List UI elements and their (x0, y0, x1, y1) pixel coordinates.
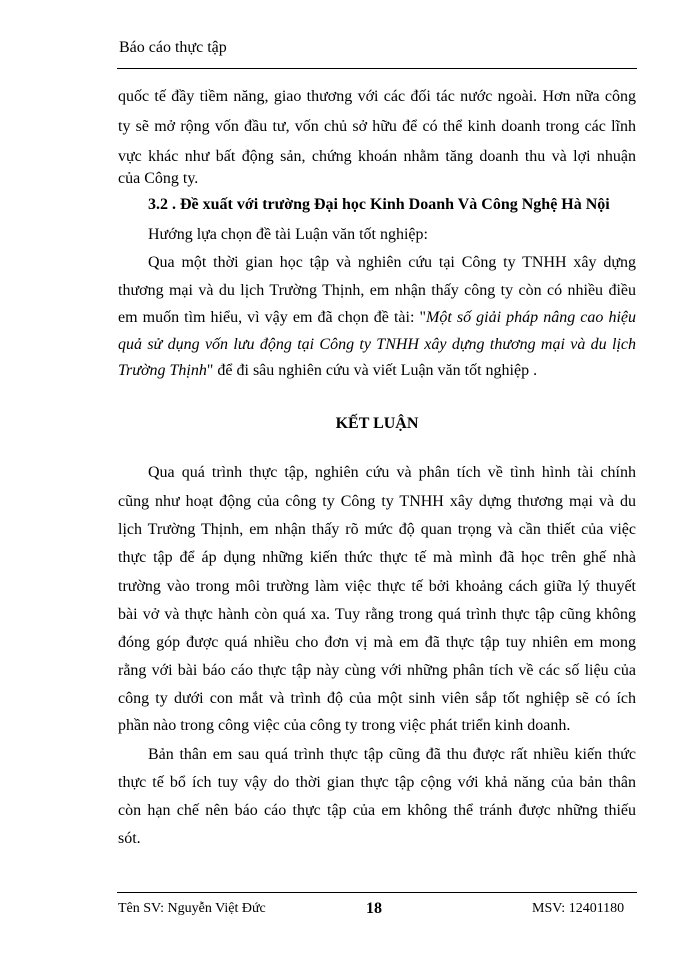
conclusion-p1-line: công ty dưới con mắt và trình độ của một sinh viên sắp tốt nghiệp sẽ có ích (118, 690, 636, 707)
page-number: 18 (366, 900, 382, 917)
conclusion-p2-line: còn hạn chế nên báo cáo thực tập của em không thể tránh được những thiếu (118, 802, 636, 819)
topic-title-part-3: Trường Thịnh (118, 362, 207, 379)
header-divider (117, 68, 637, 69)
conclusion-p1-line: trường vào trong môi trường làm việc thực tế bởi khoảng cách giữa lý thuyết (118, 578, 636, 595)
para2-line-3-normal: em muốn tìm hiểu, vì vậy em đã chọn đề tài: " (118, 309, 427, 326)
section-heading: 3.2 . Đề xuất với trường Đại học Kinh Doanh Và Công Nghệ Hà Nội (148, 196, 610, 213)
conclusion-p1-line: Qua quá trình thực tập, nghiên cứu và phân tích về tình hình tài chính (148, 464, 636, 481)
intro-line: Hướng lựa chọn đề tài Luận văn tốt nghiệp: (148, 226, 428, 243)
page-header-title: Báo cáo thực tập (119, 39, 227, 56)
topic-title-part-1: Một số giải pháp nâng cao hiệu (426, 309, 636, 326)
footer-student-id: MSV: 12401180 (532, 901, 625, 916)
para2-line-2: thương mại và du lịch Trường Thịnh, em nhận thấy công ty còn có nhiều điều (118, 282, 636, 299)
conclusion-p2-line: Bản thân em sau quá trình thực tập cũng đã thu được rất nhiều kiến thức (148, 746, 636, 763)
conclusion-title: KẾT LUẬN (335, 415, 419, 432)
body-line: vực khác như bất động sản, chứng khoán nhằm tăng doanh thu và lợi nhuận (118, 148, 636, 165)
conclusion-p2-line: thực tế bổ ích tuy vậy do thời gian thực tập cộng với khả năng của bản thân (118, 774, 636, 791)
body-line: quốc tế đầy tiềm năng, giao thương với các đối tác nước ngoài. Hơn nữa công (118, 88, 636, 105)
para2-line-3 (118, 308, 636, 328)
conclusion-p1-line: lịch Trường Thịnh, em nhận thấy rõ mức độ quan trọng và cần thiết của việc (118, 521, 636, 538)
conclusion-p1-line: thực tập để áp dụng những kiến thức thực tế mà mình đã học trên ghế nhà (118, 549, 636, 566)
topic-title-part-2: quả sử dụng vốn lưu động tại Công ty TNHH xây dựng thương mại và du lịch (118, 336, 636, 353)
conclusion-p1-line: cũng như hoạt động của công ty Công ty TNHH xây dựng thương mại và du (118, 493, 636, 510)
footer-student-name: Tên SV: Nguyễn Việt Đức (118, 901, 266, 916)
para2-line-1: Qua một thời gian học tập và nghiên cứu tại Công ty TNHH xây dựng (148, 254, 636, 271)
footer-divider (117, 892, 637, 893)
body-line: của Công ty. (118, 170, 199, 187)
para2-line-5-normal: " để đi sâu nghiên cứu và viết Luận văn tốt nghiệp . (206, 362, 538, 379)
para2-line-5 (118, 361, 636, 381)
conclusion-p2-line: sót. (118, 830, 141, 847)
conclusion-p1-line: rằng với bài báo cáo thực tập này cùng với những phân tích về các số liệu của (118, 662, 636, 679)
conclusion-p1-line: bài vở và thực hành còn quá xa. Tuy rằng trong quá trình thực tập cũng không (118, 606, 636, 623)
conclusion-p1-line: phần nào trong công việc của công ty trong việc phát triển kinh doanh. (118, 717, 571, 734)
body-line: ty sẽ mở rộng vốn đầu tư, vốn chủ sở hữu để có thể kinh doanh trong các lĩnh (118, 118, 636, 135)
conclusion-p1-line: đóng góp được quá nhiều cho đơn vị mà em đã thực tập tuy nhiên em mong (118, 634, 636, 651)
